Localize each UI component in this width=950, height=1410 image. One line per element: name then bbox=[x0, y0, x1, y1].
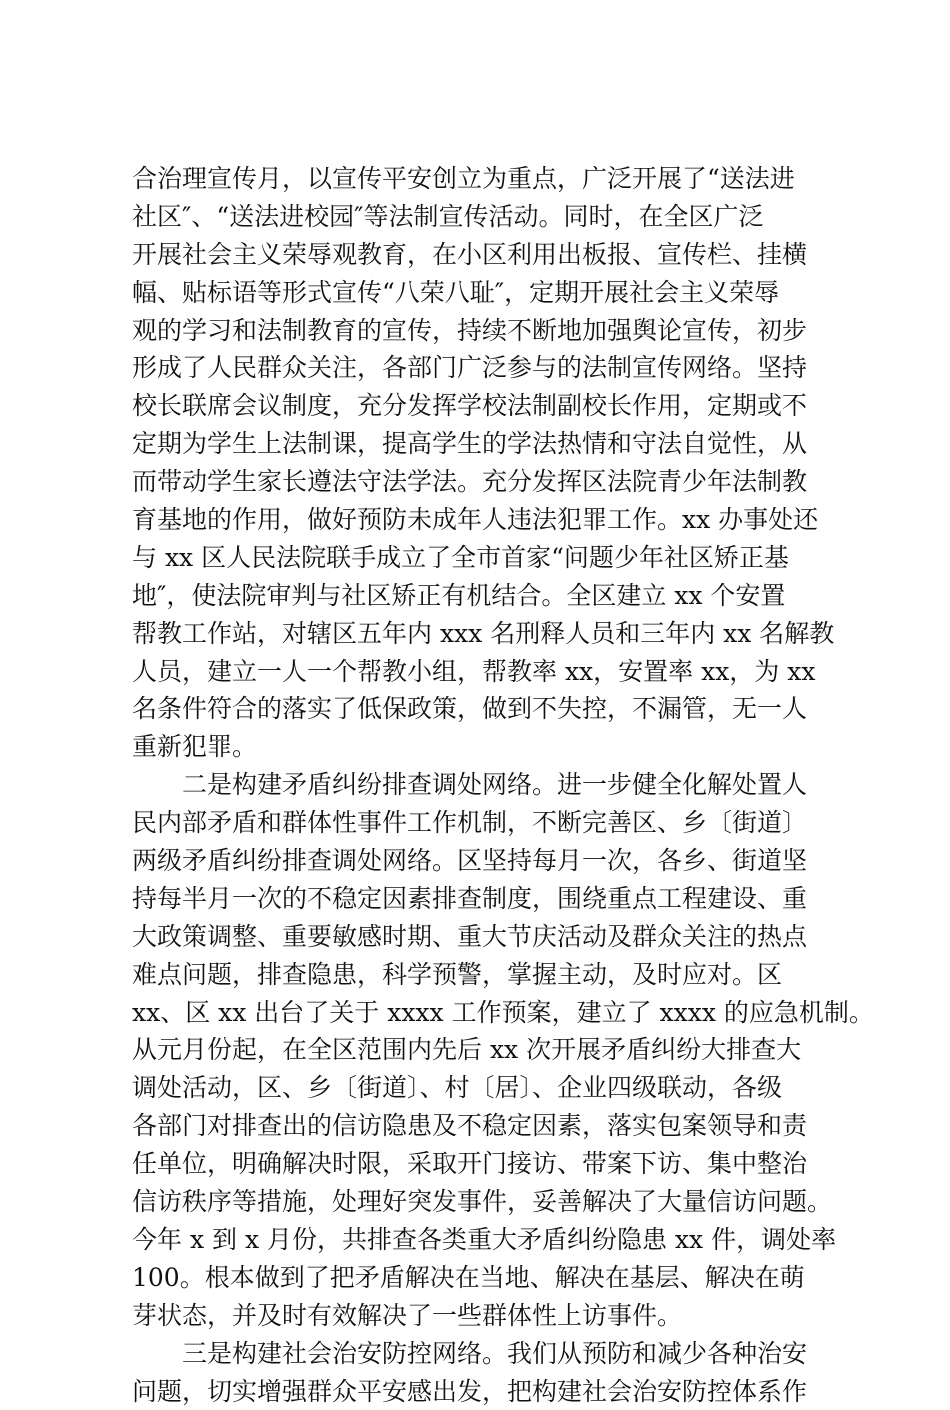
text-line: 大政策调整、重要敏感时期、重大节庆活动及群众关注的热点 bbox=[132, 918, 832, 956]
text-line: 问题，切实增强群众平安感出发，把构建社会治安防控体系作 bbox=[132, 1373, 832, 1410]
text-line: 观的学习和法制教育的宣传，持续不断地加强舆论宣传，初步 bbox=[132, 312, 832, 350]
text-line: 重新犯罪。 bbox=[132, 728, 832, 766]
text-line: 而带动学生家长遵法守法学法。充分发挥区法院青少年法制教 bbox=[132, 463, 832, 501]
text-line: 100。根本做到了把矛盾解决在当地、解决在基层、解决在萌 bbox=[132, 1259, 832, 1297]
text-line: 合治理宣传月，以宣传平安创立为重点，广泛开展了“送法进 bbox=[132, 160, 832, 198]
text-line: 人员，建立一人一个帮教小组，帮教率 xx，安置率 xx，为 xx bbox=[132, 653, 832, 691]
text-line: 育基地的作用，做好预防未成年人违法犯罪工作。xx 办事处还 bbox=[132, 501, 832, 539]
text-line: 校长联席会议制度，充分发挥学校法制副校长作用，定期或不 bbox=[132, 387, 832, 425]
text-line: 民内部矛盾和群体性事件工作机制，不断完善区、乡〔街道〕 bbox=[132, 804, 832, 842]
text-line: 从元月份起，在全区范围内先后 xx 次开展矛盾纠纷大排查大 bbox=[132, 1031, 832, 1069]
paragraph-start-line: 三是构建社会治安防控网络。我们从预防和减少各种治安 bbox=[132, 1335, 832, 1373]
text-line: 社区″、“送法进校园″等法制宣传活动。同时，在全区广泛 bbox=[132, 198, 832, 236]
paragraph-start-line: 二是构建矛盾纠纷排查调处网络。进一步健全化解处置人 bbox=[132, 766, 832, 804]
text-line: 今年 x 到 x 月份，共排查各类重大矛盾纠纷隐患 xx 件，调处率 bbox=[132, 1221, 832, 1259]
text-line: 难点问题，排查隐患，科学预警，掌握主动，及时应对。区 bbox=[132, 956, 832, 994]
text-line: 幅、贴标语等形式宣传“八荣八耻″，定期开展社会主义荣辱 bbox=[132, 274, 832, 312]
text-line: 地″，使法院审判与社区矫正有机结合。全区建立 xx 个安置 bbox=[132, 577, 832, 615]
text-line: 两级矛盾纠纷排查调处网络。区坚持每月一次，各乡、街道坚 bbox=[132, 842, 832, 880]
text-line: 芽状态，并及时有效解决了一些群体性上访事件。 bbox=[132, 1297, 832, 1335]
text-line: 名条件符合的落实了低保政策，做到不失控，不漏管，无一人 bbox=[132, 690, 832, 728]
text-line: 持每半月一次的不稳定因素排查制度，围绕重点工程建设、重 bbox=[132, 880, 832, 918]
text-line: 开展社会主义荣辱观教育，在小区利用出板报、宣传栏、挂横 bbox=[132, 236, 832, 274]
text-line: 形成了人民群众关注，各部门广泛参与的法制宣传网络。坚持 bbox=[132, 349, 832, 387]
text-line: 定期为学生上法制课，提高学生的学法热情和守法自觉性，从 bbox=[132, 425, 832, 463]
text-line: 帮教工作站，对辖区五年内 xxx 名刑释人员和三年内 xx 名解教 bbox=[132, 615, 832, 653]
text-line: 任单位，明确解决时限，采取开门接访、带案下访、集中整治 bbox=[132, 1145, 832, 1183]
text-line: 调处活动，区、乡〔街道〕、村〔居〕、企业四级联动，各级 bbox=[132, 1069, 832, 1107]
text-line: xx、区 xx 出台了关于 xxxx 工作预案，建立了 xxxx 的应急机制。 bbox=[132, 994, 832, 1032]
text-line: 各部门对排查出的信访隐患及不稳定因素，落实包案领导和责 bbox=[132, 1107, 832, 1145]
text-line: 与 xx 区人民法院联手成立了全市首家“问题少年社区矫正基 bbox=[132, 539, 832, 577]
document-body bbox=[132, 160, 832, 1410]
text-line: 信访秩序等措施，处理好突发事件，妥善解决了大量信访问题。 bbox=[132, 1183, 832, 1221]
